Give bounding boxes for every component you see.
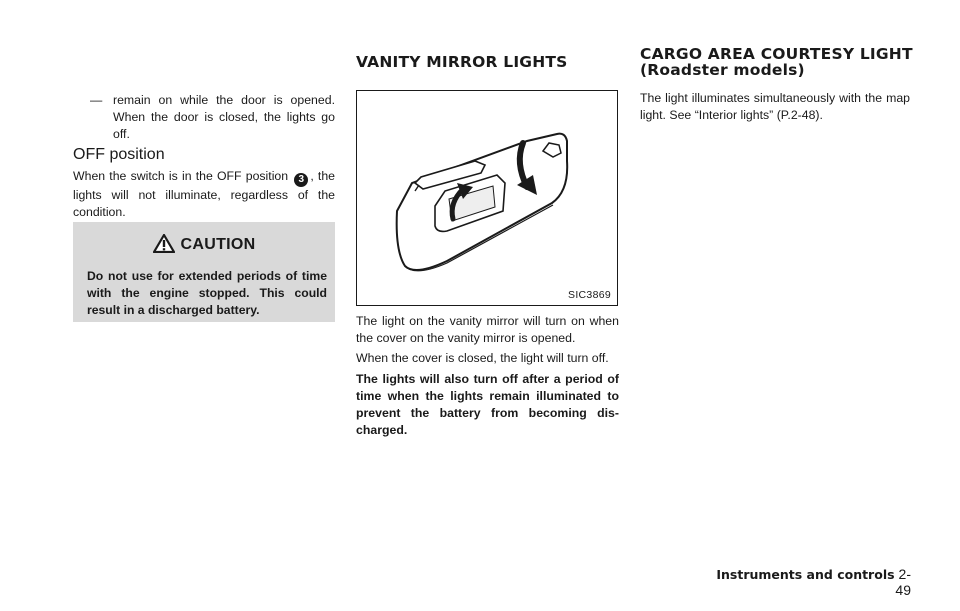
off-position-heading: OFF position [73,146,165,163]
callout-3-icon: 3 [294,173,308,187]
caution-box [73,222,335,322]
cargo-light-heading [640,46,913,78]
page-number: 2-49 [895,566,911,598]
caution-title: CAUTION [180,236,256,253]
off-position-text [73,168,335,221]
page-footer [716,566,911,598]
off-text-before: When the switch is in the OFF position [73,169,289,183]
vanity-paragraph-1: The light on the vanity mirror will turn on when the cover on the vanity mirror is opened. [356,314,619,345]
vanity-paragraph-3: The lights will also turn off after a period of time when the lights remain illuminated to prevent the battery from becoming dis-charged. [356,372,619,437]
vanity-paragraph-2: When the cover is closed, the light will turn off. [356,351,609,365]
figure-code: SIC3869 [568,289,611,301]
cargo-heading-line1: CARGO AREA COURTESY LIGHT [640,45,913,63]
caution-text: Do not use for extended periods of time with the engine stopped. This could result in a discharged battery. [87,269,327,317]
off-text-after: , the lights will not illuminate, regardless of the condition. [73,169,335,219]
cargo-heading-line2: (Roadster models) [640,61,805,79]
dash-list-item [90,92,335,143]
sun-visor-illustration [357,91,617,305]
dash-item-text: remain on while the door is opened. When the door is closed, the lights go off. [113,93,335,141]
sun-visor-figure [356,90,618,306]
caution-heading [73,234,335,258]
vanity-mirror-heading: VANITY MIRROR LIGHTS [356,53,568,71]
warning-triangle-icon [153,234,175,258]
footer-section-title: Instruments and controls [716,567,895,582]
cargo-paragraph: The light illuminates simultaneously with the map light. See “Interior lights” (P.2-48). [640,91,910,122]
dash-marker: — [90,93,103,107]
